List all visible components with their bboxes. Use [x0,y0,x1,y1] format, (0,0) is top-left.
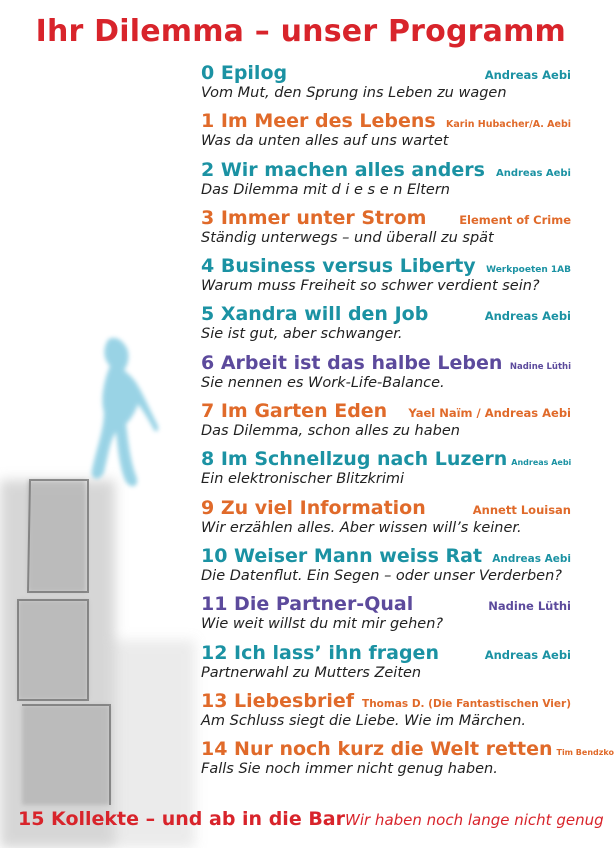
program-item [201,497,571,545]
item-subtitle: Vom Mut, den Sprung ins Leben zu wagen [201,85,507,101]
item-title: 8 Im Schnellzug nach Luzern [201,448,508,471]
item-title: 6 Arbeit ist das halbe Leben [201,351,503,374]
item-subtitle: Wir erzählen alles. Aber wissen will’s keiner. [201,519,522,536]
item-subtitle: Falls Sie noch immer nicht genug haben. [201,761,498,778]
stairs-figure-illustration [0,300,200,848]
item-title: 1 Im Meer des Lebens [201,110,436,133]
program-item [201,352,571,400]
item-subtitle: Warum muss Freiheit so schwer verdient sein? [201,278,540,295]
program-item [201,738,614,786]
item-author: Andreas Aebi [484,309,571,324]
item-author: Annett Louisan [472,502,571,517]
item-title: 11 Die Partner-Qual [201,593,414,616]
item-title: 5 Xandra will den Job [201,303,429,326]
item-subtitle: Das Dilemma mit d i e s e n Eltern [201,181,450,198]
item-title: 12 Ich lass’ ihn fragen [201,641,439,664]
item-title: 9 Zu viel Information [201,496,426,519]
program-item [201,110,571,158]
item-author: Werkpoeten 1AB [486,265,571,276]
program-item [201,207,571,255]
item-author: Yael Naïm / Andreas Aebi [408,406,571,421]
item-subtitle: Die Datenflut. Ein Segen – oder unser Verderben? [201,567,562,584]
program-item [201,545,571,593]
program-item [201,159,571,207]
item-author: Tim Bendzko [556,748,614,758]
item-subtitle: Partnerwahl zu Mutters Zeiten [201,664,422,681]
item-subtitle: Sie nennen es Work-Life-Balance. [201,374,445,391]
program-item [201,62,571,110]
program-item [201,448,571,496]
item-author: Andreas Aebi [495,167,571,179]
program-item [201,255,571,303]
item-author: Andreas Aebi [484,68,571,82]
item-author: Andreas Aebi [484,647,571,662]
item-author: Element of Crime [459,212,571,227]
item-title: 14 Nur noch kurz die Welt retten [201,738,553,761]
item-title: 7 Im Garten Eden [201,400,388,423]
program-list [201,62,614,786]
item-author: Nadine Lüthi [488,599,571,614]
program-item [201,400,571,448]
item-subtitle: Wie weit willst du mit mir gehen? [201,616,444,633]
item-title: 13 Liebesbrief [201,689,354,712]
page-title: Ihr Dilemma – unser Programm [35,14,566,49]
program-item [201,642,571,690]
program-item [201,593,571,641]
footer-kollekte: 15 Kollekte – und ab in die Bar [18,808,345,830]
footer-tagline: Wir haben noch lange nicht genug [345,811,604,829]
item-title: 0 Epilog [201,62,288,84]
item-subtitle: Am Schluss siegt die Liebe. Wie im Märchen. [201,712,526,729]
item-author: Thomas D. (Die Fantastischen Vier) [362,697,571,710]
item-title: 10 Weiser Mann weiss Rat [201,544,483,567]
item-subtitle: Ständig unterwegs – und überall zu spät [201,229,494,246]
item-title: 2 Wir machen alles anders [201,158,485,181]
item-title: 3 Immer unter Strom [201,206,427,229]
item-author: Andreas Aebi [492,552,571,565]
item-author: Nadine Lüthi [509,361,571,372]
item-subtitle: Was da unten alles auf uns wartet [201,133,449,150]
item-author: Karin Hubacher/A. Aebi [446,119,571,131]
item-title: 4 Business versus Liberty [201,255,476,278]
footer [18,808,604,830]
program-item [201,303,571,351]
item-author: Andreas Aebi [511,458,572,468]
item-subtitle: Das Dilemma, schon alles zu haben [201,423,460,440]
item-subtitle: Ein elektronischer Blitzkrimi [201,471,405,488]
program-item [201,690,571,738]
item-subtitle: Sie ist gut, aber schwanger. [201,326,403,343]
